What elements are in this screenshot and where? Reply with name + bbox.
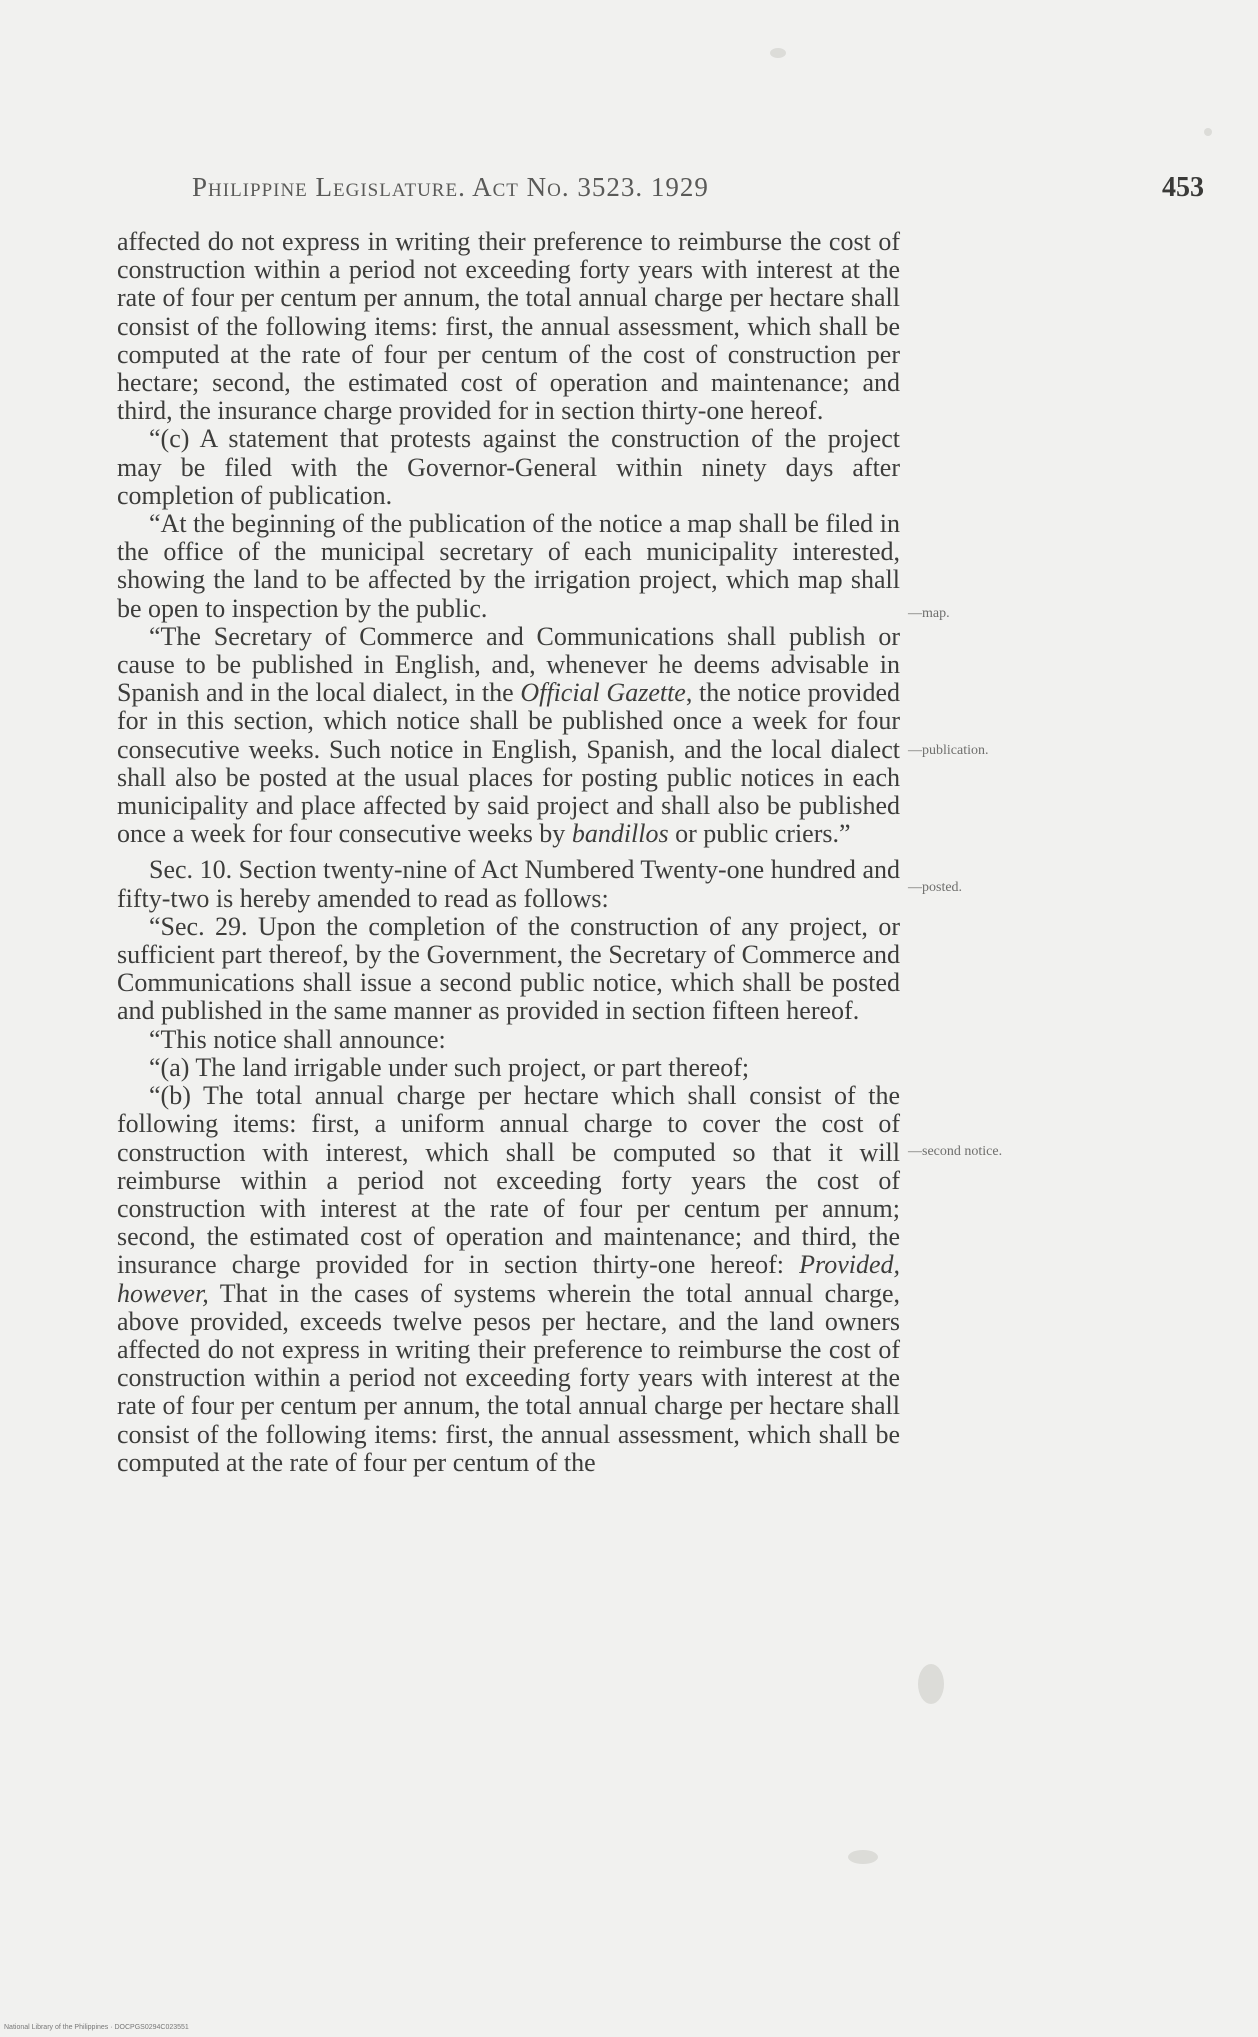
- paragraph-item-b: [117, 1082, 900, 1477]
- paragraph-publication: [117, 623, 900, 849]
- page-number: 453: [1162, 172, 1204, 203]
- section-29: “Sec. 29. Upon the completion of the construction of any project, or sufficient part thereof, by the Government, the Secretary of Commerce and Communications shall issue a second public notice, which shall be posted and published in the same manner as provided in section fifteen hereof.: [117, 911, 900, 1026]
- page-smudge: [1204, 128, 1212, 136]
- body-text: [117, 228, 900, 1477]
- item-b-text-b: That in the cases of systems wherein the total annual charge, above provided, exceeds twelve pesos per hectare, and the land owners affected do not express in writing their preference to reimburse the cost of construction within a period not exceeding forty years with interest at the rate of four per centum per annum, the total annual charge per hectare shall consist of the following items: first, the annual assessment, which shall be computed at the rate of four per centum of the: [117, 1278, 900, 1477]
- margin-note-posted: —posted.: [908, 880, 963, 895]
- margin-note-publication: —publication.: [908, 743, 989, 758]
- publication-text-c: or public criers.”: [668, 819, 851, 849]
- margin-note-map: —map.: [908, 606, 950, 621]
- publication-text-b: , the notice provided for in this section, which notice shall be published once a week for four consecutive weeks. Such notice in English, Spanish, and the local dialect shall also be posted at the usual places for posting public notices in each municipality and place affected by said project and shall also be published once a week for four consecutive weeks by: [117, 678, 901, 849]
- paragraph-item-a: “(a) The land irrigable under such project, or part thereof;: [149, 1052, 750, 1082]
- margin-note-second-notice: —second notice.: [908, 1144, 1003, 1159]
- section-10: Sec. 10. Section twenty-nine of Act Numbered Twenty-one hundred and fifty-two is hereby amended to read as follows:: [117, 855, 900, 913]
- paragraph-item-c: “(c) A statement that protests against the construction of the project may be filed with the Governor-General within ninety days after completion of publication.: [117, 424, 900, 510]
- paragraph-continuation: affected do not express in writing their preference to reimburse the cost of construction within a period not exceeding forty years with interest at the rate of four per centum per annum, the total annual charge per hectare shall consist of the following items: first, the annual assessment, which shall be computed at the rate of four per centum of the cost of construction per hectare; second, the estimated cost of operation and maintenance; and third, the insurance charge provided for in section thirty-one hereof.: [117, 227, 900, 426]
- paragraph-map: “At the beginning of the publication of the notice a map shall be filed in the office of the municipal secretary of each municipality interested, showing the land to be affected by the irrigation project, which map shall be open to inspection by the public.: [117, 509, 900, 623]
- page-smudge: [770, 48, 786, 58]
- running-head: Philippine Legislature. Act No. 3523. 1929: [192, 172, 709, 202]
- item-b-text-a: “(b) The total annual charge per hectare which shall consist of the following items: first, a uniform annual charge to cover the cost of construction with interest, which shall be computed so that it will reimburse within a period not exceeding forty years the cost of construction with interest at the rate of four per centum per annum; second, the estimated cost of operation and maintenance; and third, the insurance charge provided for in section thirty-one hereof:: [117, 1081, 900, 1280]
- page-smudge: [848, 1850, 878, 1864]
- provided-however: Provided, however,: [117, 1250, 900, 1308]
- official-gazette: Official Gazette: [520, 678, 686, 708]
- bandillos: bandillos: [571, 819, 669, 849]
- scan-credit: National Library of the Philippines · DOCPGS0294C023551: [4, 2024, 189, 2031]
- page-smudge: [918, 1664, 944, 1704]
- paragraph-announce: “This notice shall announce:: [149, 1024, 446, 1054]
- publication-text-a: “The Secretary of Commerce and Communications shall publish or cause to be published in English, and, whenever he deems advisable in Spanish and in the local dialect, in the: [117, 621, 900, 708]
